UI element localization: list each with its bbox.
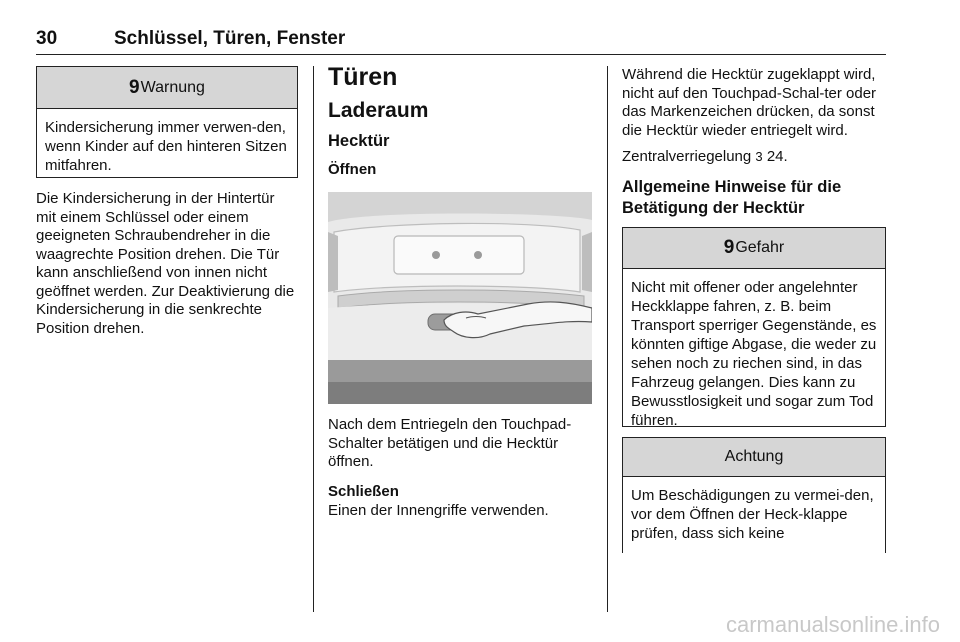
column-divider [607, 66, 608, 612]
danger-box [622, 227, 886, 427]
open-heading: Öffnen [328, 161, 377, 178]
column-left [36, 66, 298, 338]
warning-text: Kindersicherung immer verwen-den, wenn Kinder auf den hinteren Sitzen mitfahren. [45, 119, 287, 174]
page-header [36, 24, 886, 55]
closing-note: Während die Hecktür zugeklappt wird, nicht auf den Touchpad-Schal-ter oder das Markenzeichen drücken, da sonst die Hecktür wieder entriegelt wird. [622, 66, 877, 139]
topic-heading: Hecktür [328, 132, 390, 150]
warning-icon: 9 [129, 76, 140, 98]
cross-reference [622, 148, 886, 167]
section-heading: Türen [328, 63, 398, 91]
danger-label: Gefahr [735, 238, 785, 256]
subsection-heading: Laderaum [328, 99, 429, 122]
open-caption: Nach dem Entriegeln den Touchpad-Schalter betätigen und die Hecktür öffnen. [328, 416, 572, 470]
column-middle [328, 62, 592, 520]
page-title: Schlüssel, Türen, Fenster [114, 28, 346, 49]
close-text: Einen der Innengriffe verwenden. [328, 501, 549, 519]
danger-text: Nicht mit offener oder angelehnter Heckklappe fahren, z. B. beim Transport sperriger Gegenstände, es könnten giftige Abgase, die weder zu sehen noch zu riechen sind, in das Fahrzeug gelangen. Dies kann zu Bewusstlosigkeit und sogar zum Tod führen. [631, 278, 877, 429]
column-divider [313, 66, 314, 612]
page-number: 30 [36, 28, 58, 49]
column-right [622, 66, 886, 553]
warning-box-header [37, 67, 297, 109]
close-heading: Schließen [328, 482, 399, 500]
danger-box-header [623, 228, 885, 269]
warning-box [36, 66, 298, 178]
reference-page: 24. [766, 148, 788, 165]
caution-box [622, 437, 886, 553]
child-lock-paragraph: Die Kindersicherung in der Hintertür mit einem Schlüssel oder einem geeigneten Schraubendreher in die waagrechte Position drehen. Die Tür kann anschließend von innen nicht geöffnet werden. Zur Deaktivierung die Kindersicherung in die senkrechte Position drehen. [36, 190, 295, 337]
warning-label: Warnung [140, 78, 205, 96]
general-notes-heading: Allgemeine Hinweise für die Betätigung der Hecktür [622, 177, 842, 217]
tailgate-illustration [328, 192, 592, 404]
watermark: carmanualsonline.info [725, 612, 940, 637]
caution-text: Um Beschädigungen zu vermei-den, vor dem Öffnen der Heck-klappe prüfen, dass sich keine [631, 486, 874, 542]
reference-arrow-icon: 3 [755, 149, 763, 164]
caution-box-header [623, 438, 885, 477]
reference-text: Zentralverriegelung [622, 148, 752, 165]
caution-label: Achtung [724, 447, 784, 465]
danger-icon: 9 [723, 236, 735, 258]
